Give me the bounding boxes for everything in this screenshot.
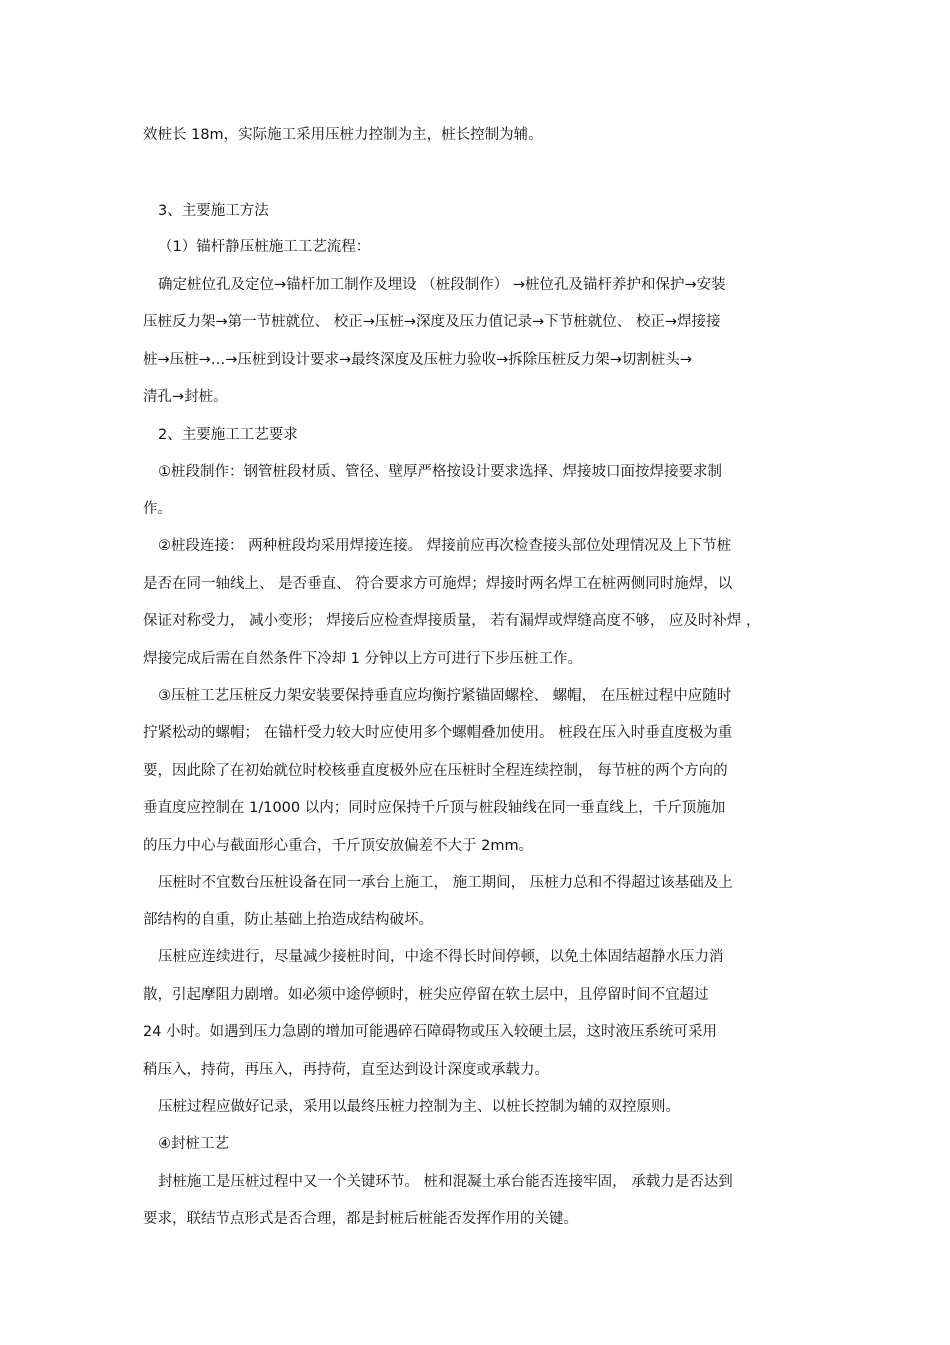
section-heading: 2、主要施工工艺要求	[158, 427, 298, 443]
text-line: 的压力中心与截面形心重合，千斤顶安放偏差不大于 2mm。	[143, 838, 534, 854]
text-line: 作。	[143, 501, 172, 517]
text-line: 焊接完成后需在自然条件下冷却 1 分钟以上方可进行下步压桩工作。	[143, 651, 582, 667]
text-line: 保证对称受力， 减小变形； 焊接后应检查焊接质量， 若有漏焊或焊缝高度不够， 应及时补焊 ，	[143, 613, 761, 629]
text-line: 部结构的自重，防止基础上抬造成结构破坏。	[143, 912, 433, 928]
subsection-heading: ④封桩工艺	[158, 1136, 229, 1152]
text-line: 封桩施工是压桩过程中又一个关键环节。 桩和混凝土承台能否连接牢固， 承载力是否达到	[158, 1174, 733, 1190]
text-line: 压桩时不宜数台压桩设备在同一承台上施工， 施工期间， 压桩力总和不得超过该基础及上	[158, 875, 733, 891]
text-line: 24 小时。如遇到压力急剧的增加可能遇碎石障碍物或压入较硬土层，这时液压系统可采用	[143, 1024, 718, 1040]
text-line: 确定桩位孔及定位→锚杆加工制作及埋设 （桩段制作） →桩位孔及锚杆养护和保护→安装	[158, 277, 726, 293]
text-line: 是否在同一轴线上、 是否垂直、 符合要求方可施焊；焊接时两名焊工在桩两侧同时施焊，以	[143, 576, 733, 592]
section-heading: 3、主要施工方法	[158, 203, 269, 219]
text-line: ②桩段连接： 两种桩段均采用焊接连接。 焊接前应再次检查接头部位处理情况及上下节桩	[158, 538, 732, 554]
text-line: 垂直度应控制在 1/1000 以内；同时应保持千斤顶与桩段轴线在同一垂直线上，千斤顶施加	[143, 800, 726, 816]
text-line: 要，因此除了在初始就位时校核垂直度极外应在压桩时全程连续控制， 每节桩的两个方向的	[143, 763, 728, 779]
text-line: 桩→压桩→…→压桩到设计要求→最终深度及压桩力验收→拆除压桩反力架→切割桩头→	[143, 352, 693, 368]
text-line: ③压桩工艺压桩反力架安装要保持垂直应均衡拧紧锚固螺栓、 螺帽， 在压桩过程中应随时	[158, 688, 732, 704]
text-line: 散，引起摩阻力剧增。如必须中途停顿时，桩尖应停留在软土层中，且停留时间不宜超过	[143, 987, 709, 1003]
text-line: 稍压入，持荷，再压入，再持荷，直至达到设计深度或承载力。	[143, 1062, 549, 1078]
text-line: 压桩过程应做好记录，采用以最终压桩力控制为主、以桩长控制为辅的双控原则。	[158, 1099, 680, 1115]
text-line: 压桩应连续进行，尽量减少接桩时间，中途不得长时间停顿，以免土体固结超静水压力消	[158, 949, 724, 965]
text-line: 清孔→封桩。	[143, 389, 228, 405]
text-line: 效桩长 18m，实际施工采用压桩力控制为主，桩长控制为辅。	[143, 127, 543, 143]
text-line: ①桩段制作：钢管桩段材质、管径、壁厚严格按设计要求选择、焊接坡口面按焊接要求制	[158, 464, 722, 480]
text-line: 要求，联结节点形式是否合理，都是封桩后桩能否发挥作用的关键。	[143, 1211, 578, 1227]
text-line: 拧紧松动的螺帽； 在锚杆受力较大时应使用多个螺帽叠加使用。 桩段在压入时垂直度极为重	[143, 725, 733, 741]
text-line: 压桩反力架→第一节桩就位、 校正→压桩→深度及压力值记录→下节桩就位、 校正→焊接接	[143, 314, 721, 330]
subsection-heading: （1）锚杆静压桩施工工艺流程：	[158, 239, 371, 255]
